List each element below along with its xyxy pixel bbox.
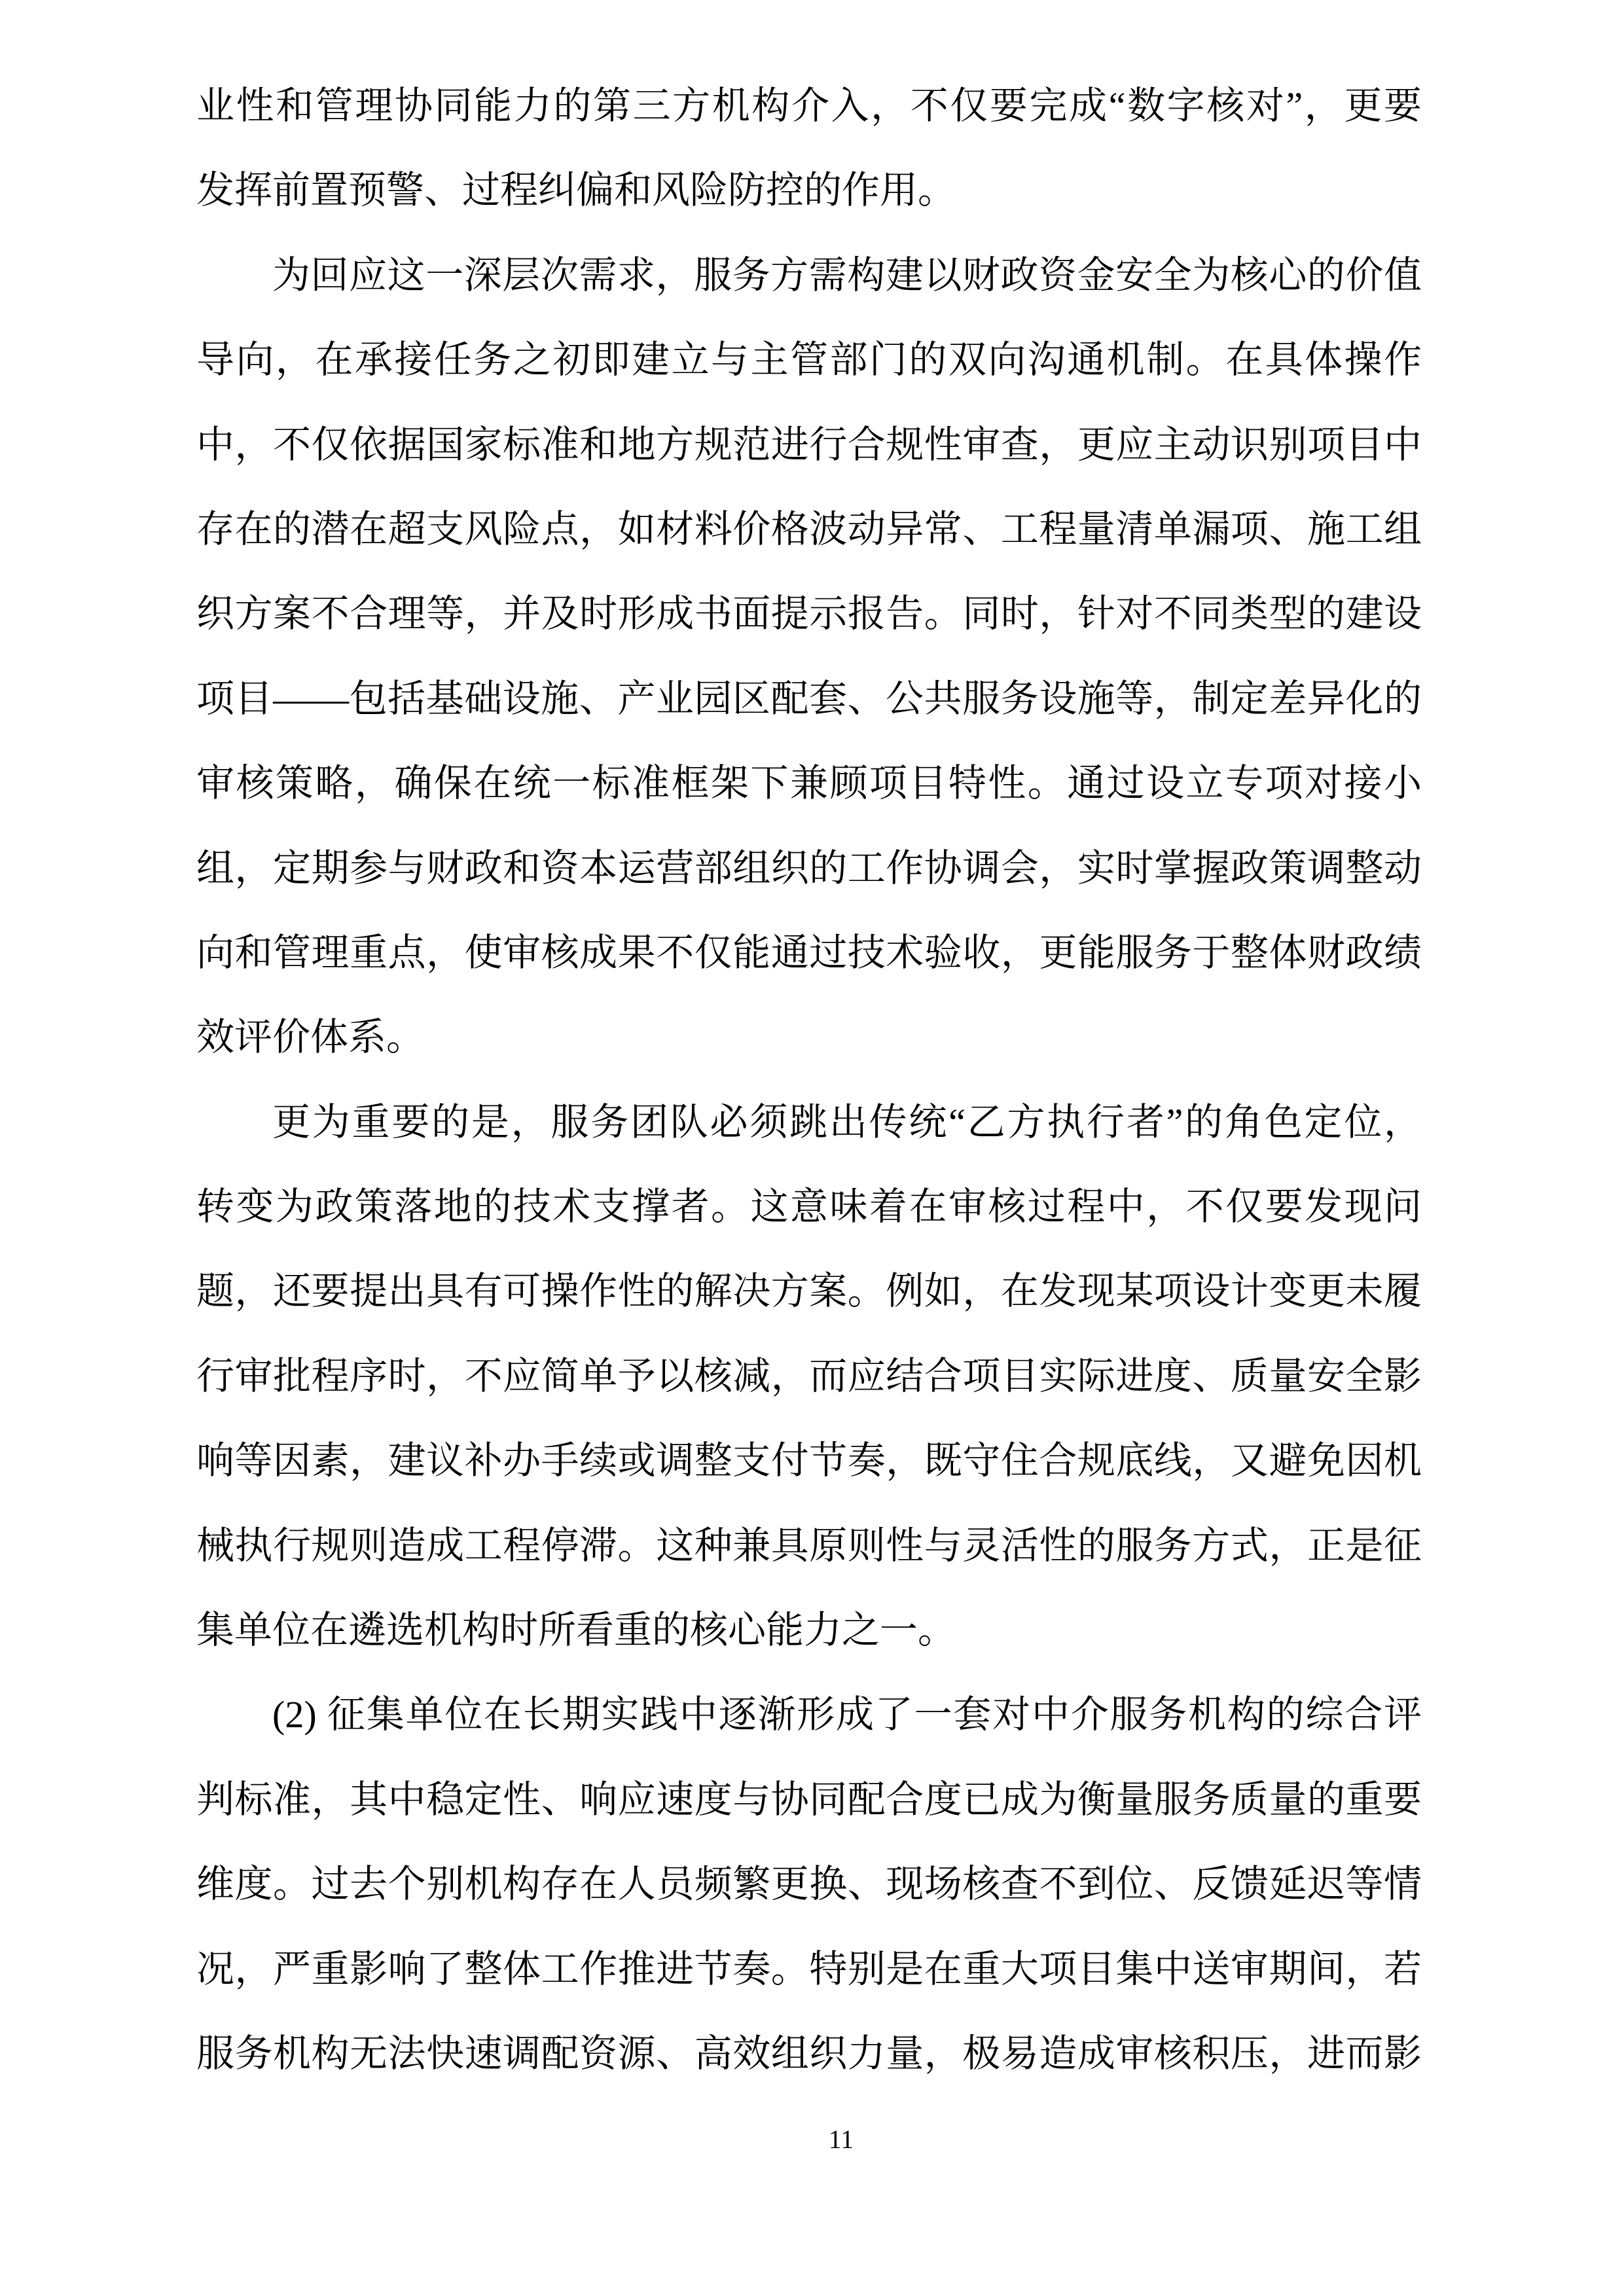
text-line: 转变为政策落地的技术支撑者。这意味着在审核过程中，不仅要发现问 bbox=[196, 1185, 1422, 1229]
text-line: 发挥前置预警、过程纠偏和风险防控的作用。 bbox=[196, 169, 956, 212]
text-line: 中，不仅依据国家标准和地方规范进行合规性审查，更应主动识别项目中 bbox=[196, 423, 1422, 466]
document-body bbox=[196, 63, 1422, 2096]
paragraph bbox=[196, 63, 1422, 233]
text-line: 业性和管理协同能力的第三方机构介入，不仅要完成“数字核对”，更要 bbox=[196, 84, 1422, 127]
text-line: 械执行规则造成工程停滞。这种兼具原则性与灵活性的服务方式，正是征 bbox=[196, 1524, 1422, 1567]
text-line: 行审批程序时，不应简单予以核减，而应结合项目实际进度、质量安全影 bbox=[196, 1354, 1422, 1397]
text-line: 题，还要提出具有可操作性的解决方案。例如，在发现某项设计变更未履 bbox=[196, 1270, 1422, 1313]
text-line: 服务机构无法快速调配资源、高效组织力量，极易造成审核积压，进而影 bbox=[196, 2032, 1422, 2075]
text-line: 响等因素，建议补办手续或调整支付节奏，既守住合规底线，又避免因机 bbox=[196, 1439, 1422, 1482]
text-line: 组，定期参与财政和资本运营部组织的工作协调会，实时掌握政策调整动 bbox=[196, 846, 1422, 889]
page-number: 11 bbox=[828, 2125, 854, 2154]
text-line: 效评价体系。 bbox=[196, 1016, 425, 1059]
text-line: 向和管理重点，使审核成果不仅能通过技术验收，更能服务于整体财政绩 bbox=[196, 931, 1422, 974]
text-line: 项目——包括基础设施、产业园区配套、公共服务设施等，制定差异化的 bbox=[196, 677, 1422, 720]
text-line: 判标准，其中稳定性、响应速度与协同配合度已成为衡量服务质量的重要 bbox=[196, 1778, 1422, 1821]
text-line: 更为重要的是，服务团队必须跳出传统“乙方执行者”的角色定位， bbox=[272, 1100, 1422, 1143]
text-line: 维度。过去个别机构存在人员频繁更换、现场核查不到位、反馈延迟等情 bbox=[196, 1863, 1422, 1906]
paragraph bbox=[196, 233, 1422, 1080]
text-line: 审核策略，确保在统一标准框架下兼顾项目特性。通过设立专项对接小 bbox=[196, 762, 1422, 805]
text-line: (2) 征集单位在长期实践中逐渐形成了一套对中介服务机构的综合评 bbox=[272, 1693, 1422, 1736]
text-line: 织方案不合理等，并及时形成书面提示报告。同时，针对不同类型的建设 bbox=[196, 592, 1422, 636]
text-line: 集单位在遴选机构时所看重的核心能力之一。 bbox=[196, 1609, 956, 1652]
paragraph bbox=[196, 1672, 1422, 2096]
text-line: 存在的潜在超支风险点，如材料价格波动异常、工程量清单漏项、施工组 bbox=[196, 507, 1422, 550]
text-line: 导向，在承接任务之初即建立与主管部门的双向沟通机制。在具体操作 bbox=[196, 338, 1422, 382]
paragraph bbox=[196, 1080, 1422, 1673]
text-line: 为回应这一深层次需求，服务方需构建以财政资金安全为核心的价值 bbox=[272, 253, 1422, 296]
text-line: 况，严重影响了整体工作推进节奏。特别是在重大项目集中送审期间，若 bbox=[196, 1947, 1422, 1990]
